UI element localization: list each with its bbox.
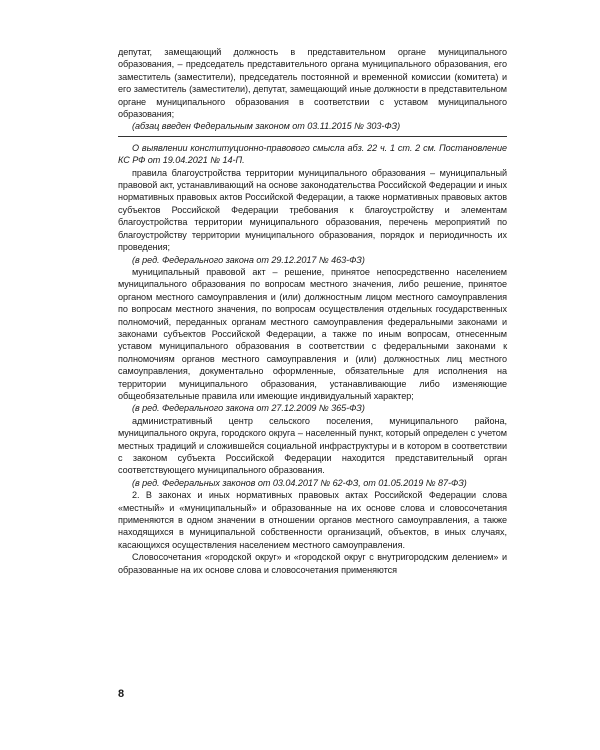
paragraph-municipal-act: муниципальный правовой акт – решение, принятое непосредственно населением муниципального образования по вопросам местного значения, либо решение, принятое органом местного самоуправления и (или) должностным лицом местного самоуправления по вопросам местного значения, по вопросам осуществления отдельных государственных полномочий, переданных органам местного самоуправления федеральными законами и законами субъектов Российской Федерации, а также по иным вопросам, отнесенным уставом муниципального образования в соответствии с федеральными законами к полномочиям органов местного самоуправления и (или) должностных лиц местного самоуправления, документально оформленные, обязательные для исполнения на территории муниципального образования, устанавливающие либо изменяющие общеобязательные правила или имеющие индивидуальный характер; (118, 266, 507, 401)
paragraph-local-municipal: 2. В законах и иных нормативных правовых актах Российской Федерации слова «местный» и «муниципальный» и образованные на их основе слова и словосочетания применяются в одном значении в отношении органов местного самоуправления, а также находящихся в муниципальной собственности организаций, объектов, в иных случаях, касающихся осуществления населением местного самоуправления. (118, 490, 507, 550)
paragraph-deputy: депутат, замещающий должность в представительном органе муниципального образования, – председатель представительного органа муниципального образования, его заместитель (заместители), председатель постоянной и временной комиссии (комитета) и его заместитель (заместители), депутат, замещающий иные должности в представительном органе муниципального образования в соответствии с уставом муниципального образования; (118, 47, 507, 120)
amendment-note: (в ред. Федерального закона от 29.12.2017 № 463-ФЗ) (132, 254, 365, 265)
amendment-note: (в ред. Федерального закона от 27.12.2009 № 365-ФЗ) (132, 403, 365, 414)
amendment-note: (абзац введен Федеральным законом от 03.11.2015 № 303-ФЗ) (132, 121, 401, 132)
amendment-note: (в ред. Федеральных законов от 03.04.2017 № 62-ФЗ, от 01.05.2019 № 87-ФЗ) (132, 477, 467, 488)
paragraph-urban-district: Словосочетания «городской округ» и «городской округ с внутригородским делением» и образованные на их основе слова и словосочетания применяются (118, 552, 507, 575)
body-text (118, 46, 507, 576)
separator-line (118, 136, 507, 137)
paragraph-admin-center: административный центр сельского поселения, муниципального района, муниципального округа, городского округа – населенный пункт, который определен с учетом местных традиций и сложившейся социальной инфраструктуры и в котором в соответствии с законом субъекта Российской Федерации находится представительный орган соответствующего муниципального образования. (118, 415, 507, 476)
interpretation-note: О выявлении конституционно-правового смысла абз. 22 ч. 1 ст. 2 см. Постановление КС РФ от 19.04.2021 № 14-П. (118, 142, 507, 166)
paragraph-improvement-rules: правила благоустройства территории муниципального образования – муниципальный правовой акт, устанавливающий на основе законодательства Российской Федерации и иных нормативных правовых актов Российской Федерации, а также нормативных правовых актов субъектов Российской Федерации требования к благоустройству и элементам благоустройства территории муниципального образования, перечень мероприятий по благоустройству территории муниципального образования, порядок и периодичность их проведения; (118, 167, 507, 253)
page-number: 8 (118, 688, 125, 700)
